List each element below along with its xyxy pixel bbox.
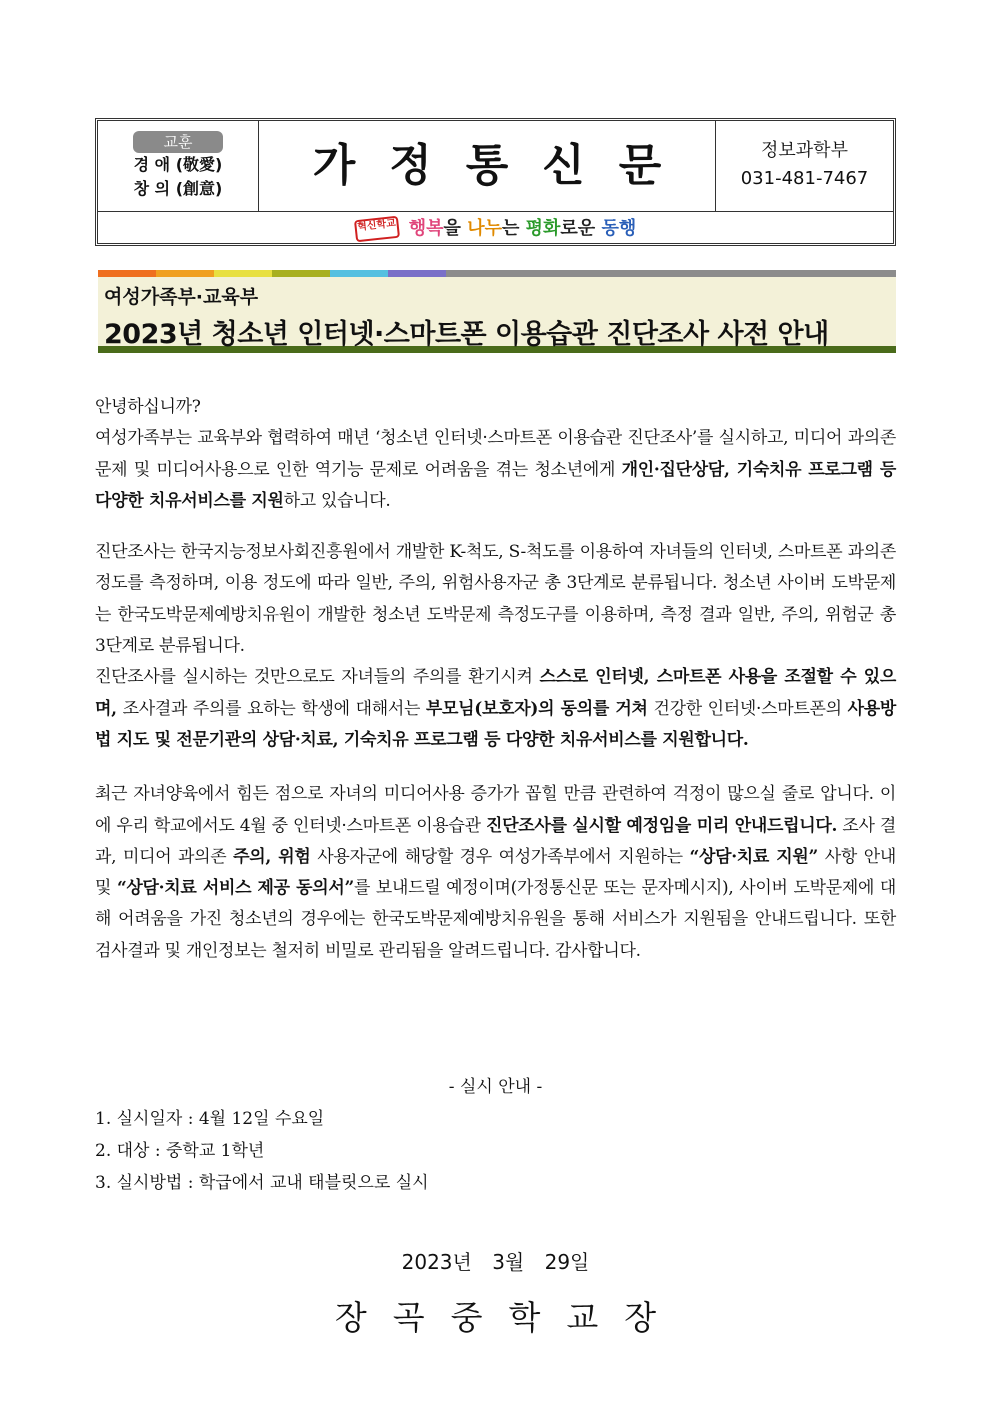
emphasis-text: 사용방법 지도 및 전문기관의 상담·치료, 기숙치유 프로그램 등 다양한 치유서비스를 지원합니다. — [95, 698, 896, 750]
body-text: 사용자군에 해당할 경우 여성가족부에서 지원하는 — [310, 846, 690, 867]
body-text: 사항 안내 및 — [95, 846, 896, 899]
notice-subtitle: 여성가족부·교육부 — [104, 286, 259, 308]
emphasis-text: 부모님(보호자)의 동의를 거쳐 — [425, 698, 648, 719]
info-list — [95, 1103, 429, 1199]
decorative-color-bar — [98, 270, 896, 277]
department-phone: 031-481-7467 — [740, 168, 869, 189]
info-item: 2. 대상 : 중학교 1학년 — [95, 1141, 265, 1161]
color-bar-segment — [272, 270, 330, 277]
body-text: 조사 결과, 미디어 과의존 — [95, 815, 896, 867]
body-text: 진단조사를 실시하는 것만으로도 자녀들의 주의를 환기시켜 — [95, 667, 540, 688]
info-item: 1. 실시일자 : 4월 12일 수요일 — [95, 1109, 325, 1129]
issue-date: 2023년 3월 29일 — [401, 1250, 590, 1274]
body-text: 하고 있습니다. — [283, 490, 391, 511]
slogan-word: 행복 — [408, 218, 444, 239]
innovation-school-stamp: 혁신학교 — [354, 216, 400, 242]
color-bar-segment — [446, 270, 896, 277]
body-text: 여성가족부는 교육부와 협력하여 매년 ‘청소년 인터넷·스마트폰 이용습관 진단조사’를 실시하고, 미디어 과의존 문제 및 미디어사용으로 인한 역기능 문제로 어려움을 겪는 청소년에게 — [95, 428, 896, 480]
info-heading: - 실시 안내 - — [448, 1077, 543, 1097]
department-name: 정보과학부 — [761, 140, 848, 161]
body-text: 진단조사는 한국지능정보사회진흥원에서 개발한 K-척도, S-척도를 이용하여 자녀들의 인터넷, 스마트폰 과의존 정도를 측정하며, 이용 정도에 따라 일반, 주의, 위험사용자군 총 3단계로 분류됩니다. 청소년 사이버 도박문제는 한국도박문제예방치유원이 개발한 청소년 도박문제 측정도구를 이용하며, 측정 결과 일반, 주의, 위험군 총 3단계로 분류됩니다. — [95, 542, 896, 657]
slogan-text — [409, 218, 636, 239]
body-text: 조사결과 주의를 요하는 학생에 대해서는 — [116, 698, 426, 719]
body-text: 최근 자녀양육에서 힘든 점으로 자녀의 미디어사용 증가가 꼽힐 만큼 관련하여 걱정이 많으실 줄로 압니다. 이에 우리 학교에서도 4월 중 인터넷·스마트폰 이용습관 — [95, 784, 896, 836]
emphasis-text: 스스로 인터넷, 스마트폰 사용을 조절할 수 있으며, — [95, 667, 896, 719]
body-text: 를 보내드릴 예정이며(가정통신문 또는 문자메시지), 사이버 도박문제에 대해 어려움을 가진 청소년의 경우에는 한국도박문제예방치유원을 통해 서비스가 지원됨을 안내드립니다. 또한 검사결과 및 개인정보는 철저히 비밀로 관리됨을 알려드립니다. 감사합니다. — [95, 878, 896, 961]
motto-line-1: 경 애 (敬愛) — [133, 155, 223, 174]
color-bar-segment — [98, 270, 156, 277]
department-info — [716, 121, 893, 211]
principal-signature: 장곡중학교장 — [334, 1298, 683, 1337]
body-text: 건강한 인터넷·스마트폰의 — [647, 698, 848, 719]
motto-badge: 교훈 — [133, 131, 223, 153]
school-motto — [98, 121, 259, 211]
color-bar-segment — [156, 270, 214, 277]
paragraph-4 — [95, 779, 896, 967]
paragraph-1 — [95, 423, 896, 517]
notice-title: 2023년 청소년 인터넷·스마트폰 이용습관 진단조사 사전 안내 — [104, 319, 829, 350]
header-top-row — [98, 121, 893, 212]
paragraph-2 — [95, 537, 896, 662]
emphasis-text: “상담·치료 지원” — [689, 846, 819, 867]
emphasis-text: 개인·집단상담, 기숙치유 프로그램 등 다양한 치유서비스를 지원 — [95, 459, 896, 511]
newsletter-title: 가정통신문 — [259, 121, 716, 211]
paragraph-3 — [95, 662, 896, 756]
greeting: 안녕하십니까? — [95, 397, 201, 417]
emphasis-text: 진단조사를 실시할 예정임을 미리 안내드립니다. — [485, 815, 838, 836]
color-bar-segment — [214, 270, 272, 277]
newsletter-header — [95, 118, 896, 246]
slogan-word: 나누 — [467, 218, 502, 239]
motto-line-2: 창 의 (創意) — [133, 179, 223, 198]
color-bar-segment — [388, 270, 446, 277]
slogan-word: 을 — [443, 218, 468, 239]
notice-body — [95, 392, 896, 967]
info-item: 3. 실시방법 : 학급에서 교내 태블릿으로 실시 — [95, 1173, 429, 1193]
emphasis-text: 주의, 위험 — [233, 846, 311, 867]
color-bar-segment — [330, 270, 388, 277]
slogan-word: 는 — [501, 218, 526, 239]
emphasis-text: “상담·치료 서비스 제공 동의서” — [116, 878, 354, 899]
slogan-word: 로운 — [560, 218, 602, 239]
slogan-word: 평화 — [525, 218, 561, 239]
slogan-word: 동행 — [601, 218, 637, 239]
school-slogan — [98, 213, 893, 245]
